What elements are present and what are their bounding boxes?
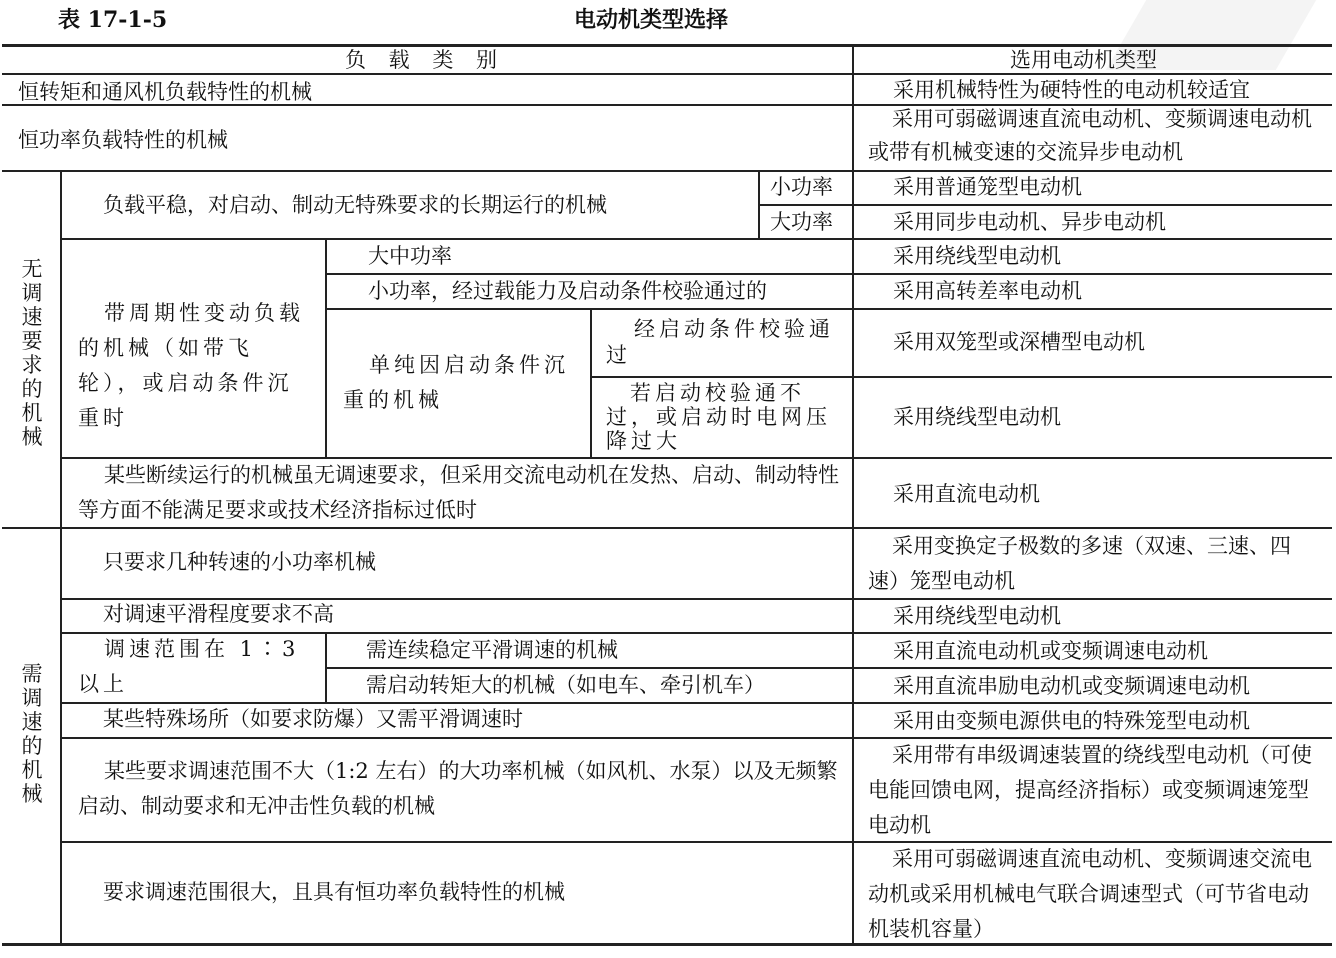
r4-fail: 若启动校验通不过，或启动时电网压降过大: [606, 381, 831, 453]
col-divider-group: [60, 170, 62, 945]
group-need-speed: 需调速的机械: [21, 662, 43, 806]
col-divider: [590, 308, 592, 457]
s3-cont: 需连续稳定平滑调速的机械: [366, 638, 618, 662]
s1-load: 只要求几种转速的小功率机械: [103, 550, 376, 574]
rule: [325, 273, 1332, 275]
r4-pass-motor: 采用双笼型或深槽型电动机: [893, 330, 1145, 354]
s4-motor: 采用由变频电源供电的特殊笼型电动机: [893, 709, 1250, 733]
s2-load: 对调速平滑程度要求不高: [103, 602, 334, 626]
s3-cont-motor: 采用直流电动机或变频调速电动机: [893, 639, 1208, 663]
group-no-speed: 无调速要求的机械: [21, 257, 43, 449]
s5-motor: 采用带有串级调速装置的绕线型电动机（可使电能回馈电网，提高经济指标）或变频调速笼型电动机: [868, 743, 1312, 837]
rule: [325, 667, 1332, 669]
rule: [758, 204, 1332, 206]
r2-load: 恒功率负载特性的机械: [18, 128, 228, 152]
r4-mid-motor: 采用绕线型电动机: [893, 244, 1061, 268]
r4-small-motor: 采用高转差率电动机: [893, 279, 1082, 303]
r3-small: 小功率: [770, 175, 833, 199]
r4-load: 带周期性变动负载的机械（如带飞轮），或启动条件沉重时: [78, 301, 304, 430]
r1-motor: 采用机械特性为硬特性的电动机较适宜: [893, 78, 1250, 102]
s6-motor: 采用可弱磁调速直流电动机、变频调速交流电动机或采用机械电气联合调速型式（可节省电动机装机容量）: [868, 847, 1312, 941]
s4-load: 某些特殊场所（如要求防爆）又需平滑调速时: [103, 707, 523, 731]
rule: [62, 238, 1332, 240]
col-divider-main: [852, 44, 854, 945]
table-number: 表 17-1-5: [58, 7, 168, 33]
rule: [2, 73, 1332, 75]
rule: [62, 702, 1332, 704]
header-load: 负 载 类 别: [345, 48, 506, 72]
r4-pass: 经启动条件校验通过: [606, 317, 834, 367]
r4-fail-motor: 采用绕线型电动机: [893, 405, 1061, 429]
r4-small: 小功率，经过载能力及启动条件校验通过的: [368, 279, 767, 303]
s6-load: 要求调速范围很大，且具有恒功率负载特性的机械: [103, 880, 565, 904]
header-motor: 选用电动机类型: [1010, 48, 1157, 72]
r4-heavy: 单纯因启动条件沉重的机械: [343, 353, 569, 412]
s3-torque: 需启动转矩大的机械（如电车、牵引机车）: [366, 673, 765, 697]
r5-motor: 采用直流电动机: [893, 482, 1040, 506]
col-divider: [325, 238, 327, 457]
s3-torque-motor: 采用直流串励电动机或变频调速电动机: [893, 674, 1250, 698]
r5-load: 某些断续运行的机械虽无调速要求，但采用交流电动机在发热、启动、制动特性等方面不能满足要求或技术经济指标过低时: [78, 463, 839, 522]
col-divider: [758, 170, 760, 238]
r3-large-motor: 采用同步电动机、异步电动机: [893, 210, 1166, 234]
col-divider: [325, 632, 327, 702]
r4-mid: 大中功率: [368, 244, 452, 268]
table-title: 电动机类型选择: [574, 7, 729, 33]
s3-range: 调速范围在 1∶3 以上: [78, 637, 300, 696]
rule: [2, 170, 1332, 172]
rule: [325, 308, 1332, 310]
r3-load: 负载平稳，对启动、制动无特殊要求的长期运行的机械: [103, 193, 607, 217]
r3-large: 大功率: [770, 210, 833, 234]
r3-small-motor: 采用普通笼型电动机: [893, 175, 1082, 199]
s5-load: 某些要求调速范围不大（1:2 左右）的大功率机械（如风机、水泵）以及无频繁启动、制动要求和无冲击性负载的机械: [78, 759, 838, 818]
r1-load: 恒转矩和通风机负载特性的机械: [18, 80, 312, 104]
rule-top: [2, 44, 1332, 47]
s1-motor: 采用变换定子极数的多速（双速、三速、四速）笼型电动机: [868, 534, 1291, 593]
rule: [590, 376, 1332, 378]
s2-motor: 采用绕线型电动机: [893, 604, 1061, 628]
r2-motor: 采用可弱磁调速直流电动机、变频调速电动机或带有机械变速的交流异步电动机: [868, 107, 1312, 164]
